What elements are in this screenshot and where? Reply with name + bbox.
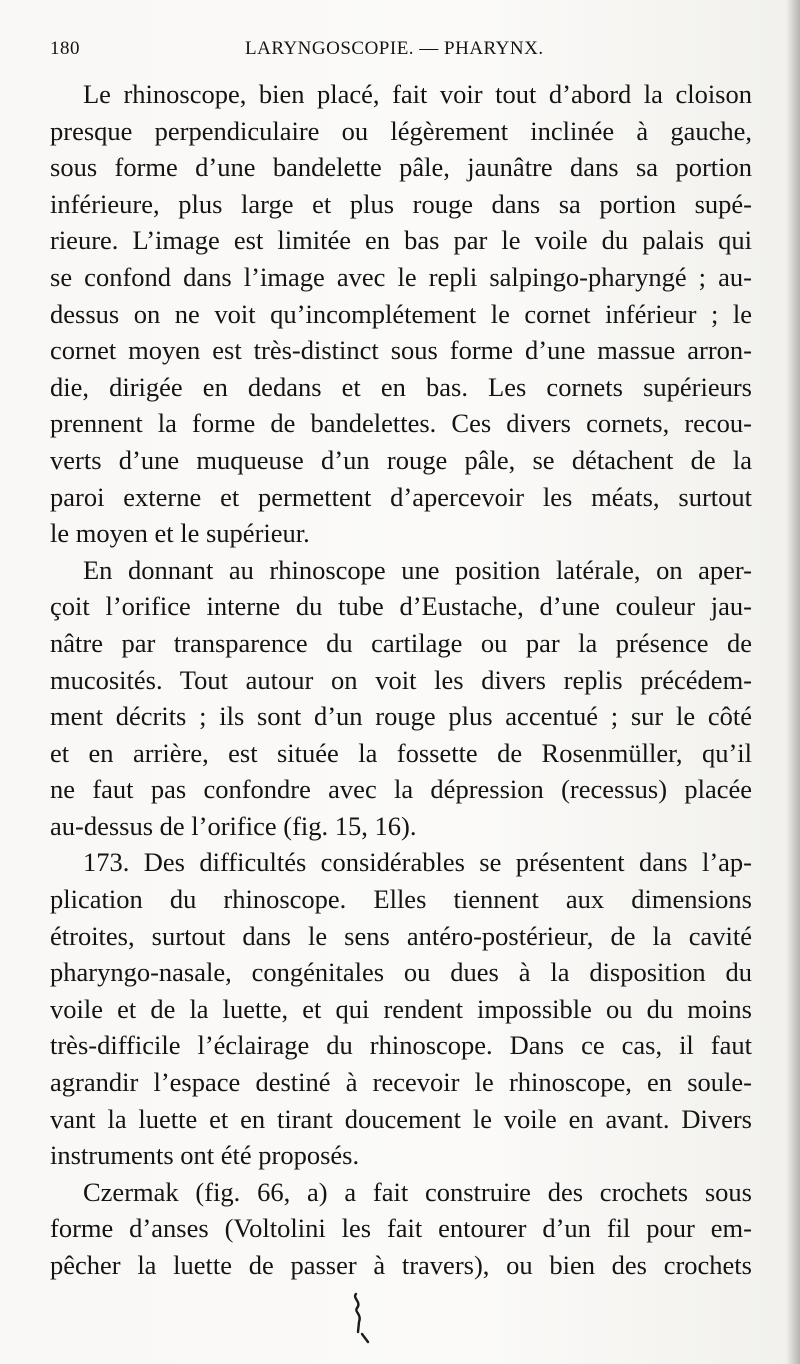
text-line: vant la luette et en tirant doucement le voile en avant. Divers — [50, 1103, 752, 1134]
text-line: mucosités. Tout autour on voit les divers replis précédem- — [50, 664, 752, 695]
text-line: rieure. L’image est limitée en bas par le voile du palais qui — [50, 225, 752, 256]
text-line: le moyen et le supérieur. — [50, 518, 310, 549]
text-line: sous forme d’une bandelette pâle, jaunâtre dans sa portion — [50, 152, 752, 183]
text-line: forme d’anses (Voltolini les fait entourer d’un fil pour em- — [50, 1213, 752, 1244]
text-line: cornet moyen est très-distinct sous forme d’une massue arron- — [50, 335, 752, 366]
text-line: ne faut pas confondre avec la dépression (recessus) placée — [50, 774, 752, 805]
text-line: die, dirigée en dedans et en bas. Les cornets supérieurs — [50, 371, 752, 402]
text-line: Le rhinoscope, bien placé, fait voir tout d’abord la cloison — [83, 79, 752, 109]
text-line: voile et de la luette, et qui rendent impossible ou du moins — [50, 993, 752, 1024]
body-text — [50, 76, 752, 1284]
text-line: pêcher la luette de passer à travers), ou bien des crochets — [50, 1250, 752, 1280]
page-number: 180 — [50, 38, 80, 59]
text-line: inférieure, plus large et plus rouge dans sa portion supé- — [50, 188, 752, 219]
text-line: paroi externe et permettent d’apercevoir les méats, surtout — [50, 481, 752, 512]
text-line: pharyngo-nasale, congénitales ou dues à la disposition du — [50, 957, 752, 988]
text-line: ment décrits ; ils sont d’un rouge plus accentué ; sur le côté — [50, 701, 752, 732]
text-line: çoit l’orifice interne du tube d’Eustache, d’une couleur jau- — [50, 591, 752, 622]
text-line: dessus on ne voit qu’incomplétement le cornet inférieur ; le — [50, 298, 752, 329]
text-line: instruments ont été proposés. — [50, 1140, 360, 1171]
text-line: étroites, surtout dans le sens antéro-postérieur, de la cavité — [50, 920, 752, 951]
text-line: se confond dans l’image avec le repli salpingo-pharyngé ; au- — [50, 261, 752, 292]
text-line: verts d’une muqueuse d’un rouge pâle, se détachent de la — [50, 444, 752, 475]
text-line: agrandir l’espace destiné à recevoir le rhinoscope, en soule- — [50, 1067, 752, 1098]
text-line: prennent la forme de bandelettes. Ces divers cornets, recou- — [50, 408, 752, 439]
text-line: Czermak (fig. 66, a) a fait construire des crochets sous — [83, 1176, 752, 1207]
text-line: très-difficile l’éclairage du rhinoscope. Dans ce cas, il faut — [50, 1030, 752, 1061]
text-line: presque perpendiculaire ou légèrement inclinée à gauche, — [50, 115, 752, 146]
running-head-title: LARYNGOSCOPIE. — PHARYNX. — [245, 38, 544, 59]
running-head — [50, 38, 755, 68]
text-line: plication du rhinoscope. Elles tiennent aux dimensions — [50, 884, 752, 915]
text-line: et en arrière, est située la fossette de Rosenmüller, qu’il — [50, 737, 752, 768]
text-line: au-dessus de l’orifice (fig. 15, 16). — [50, 810, 417, 841]
text-line: nâtre par transparence du cartilage ou par la présence de — [50, 627, 752, 658]
text-line: 173. Des difficultés considérables se présentent dans l’ap- — [83, 847, 752, 878]
text-line: En donnant au rhinoscope une position latérale, on aper- — [83, 554, 752, 585]
printer-signature-mark — [344, 1288, 374, 1348]
